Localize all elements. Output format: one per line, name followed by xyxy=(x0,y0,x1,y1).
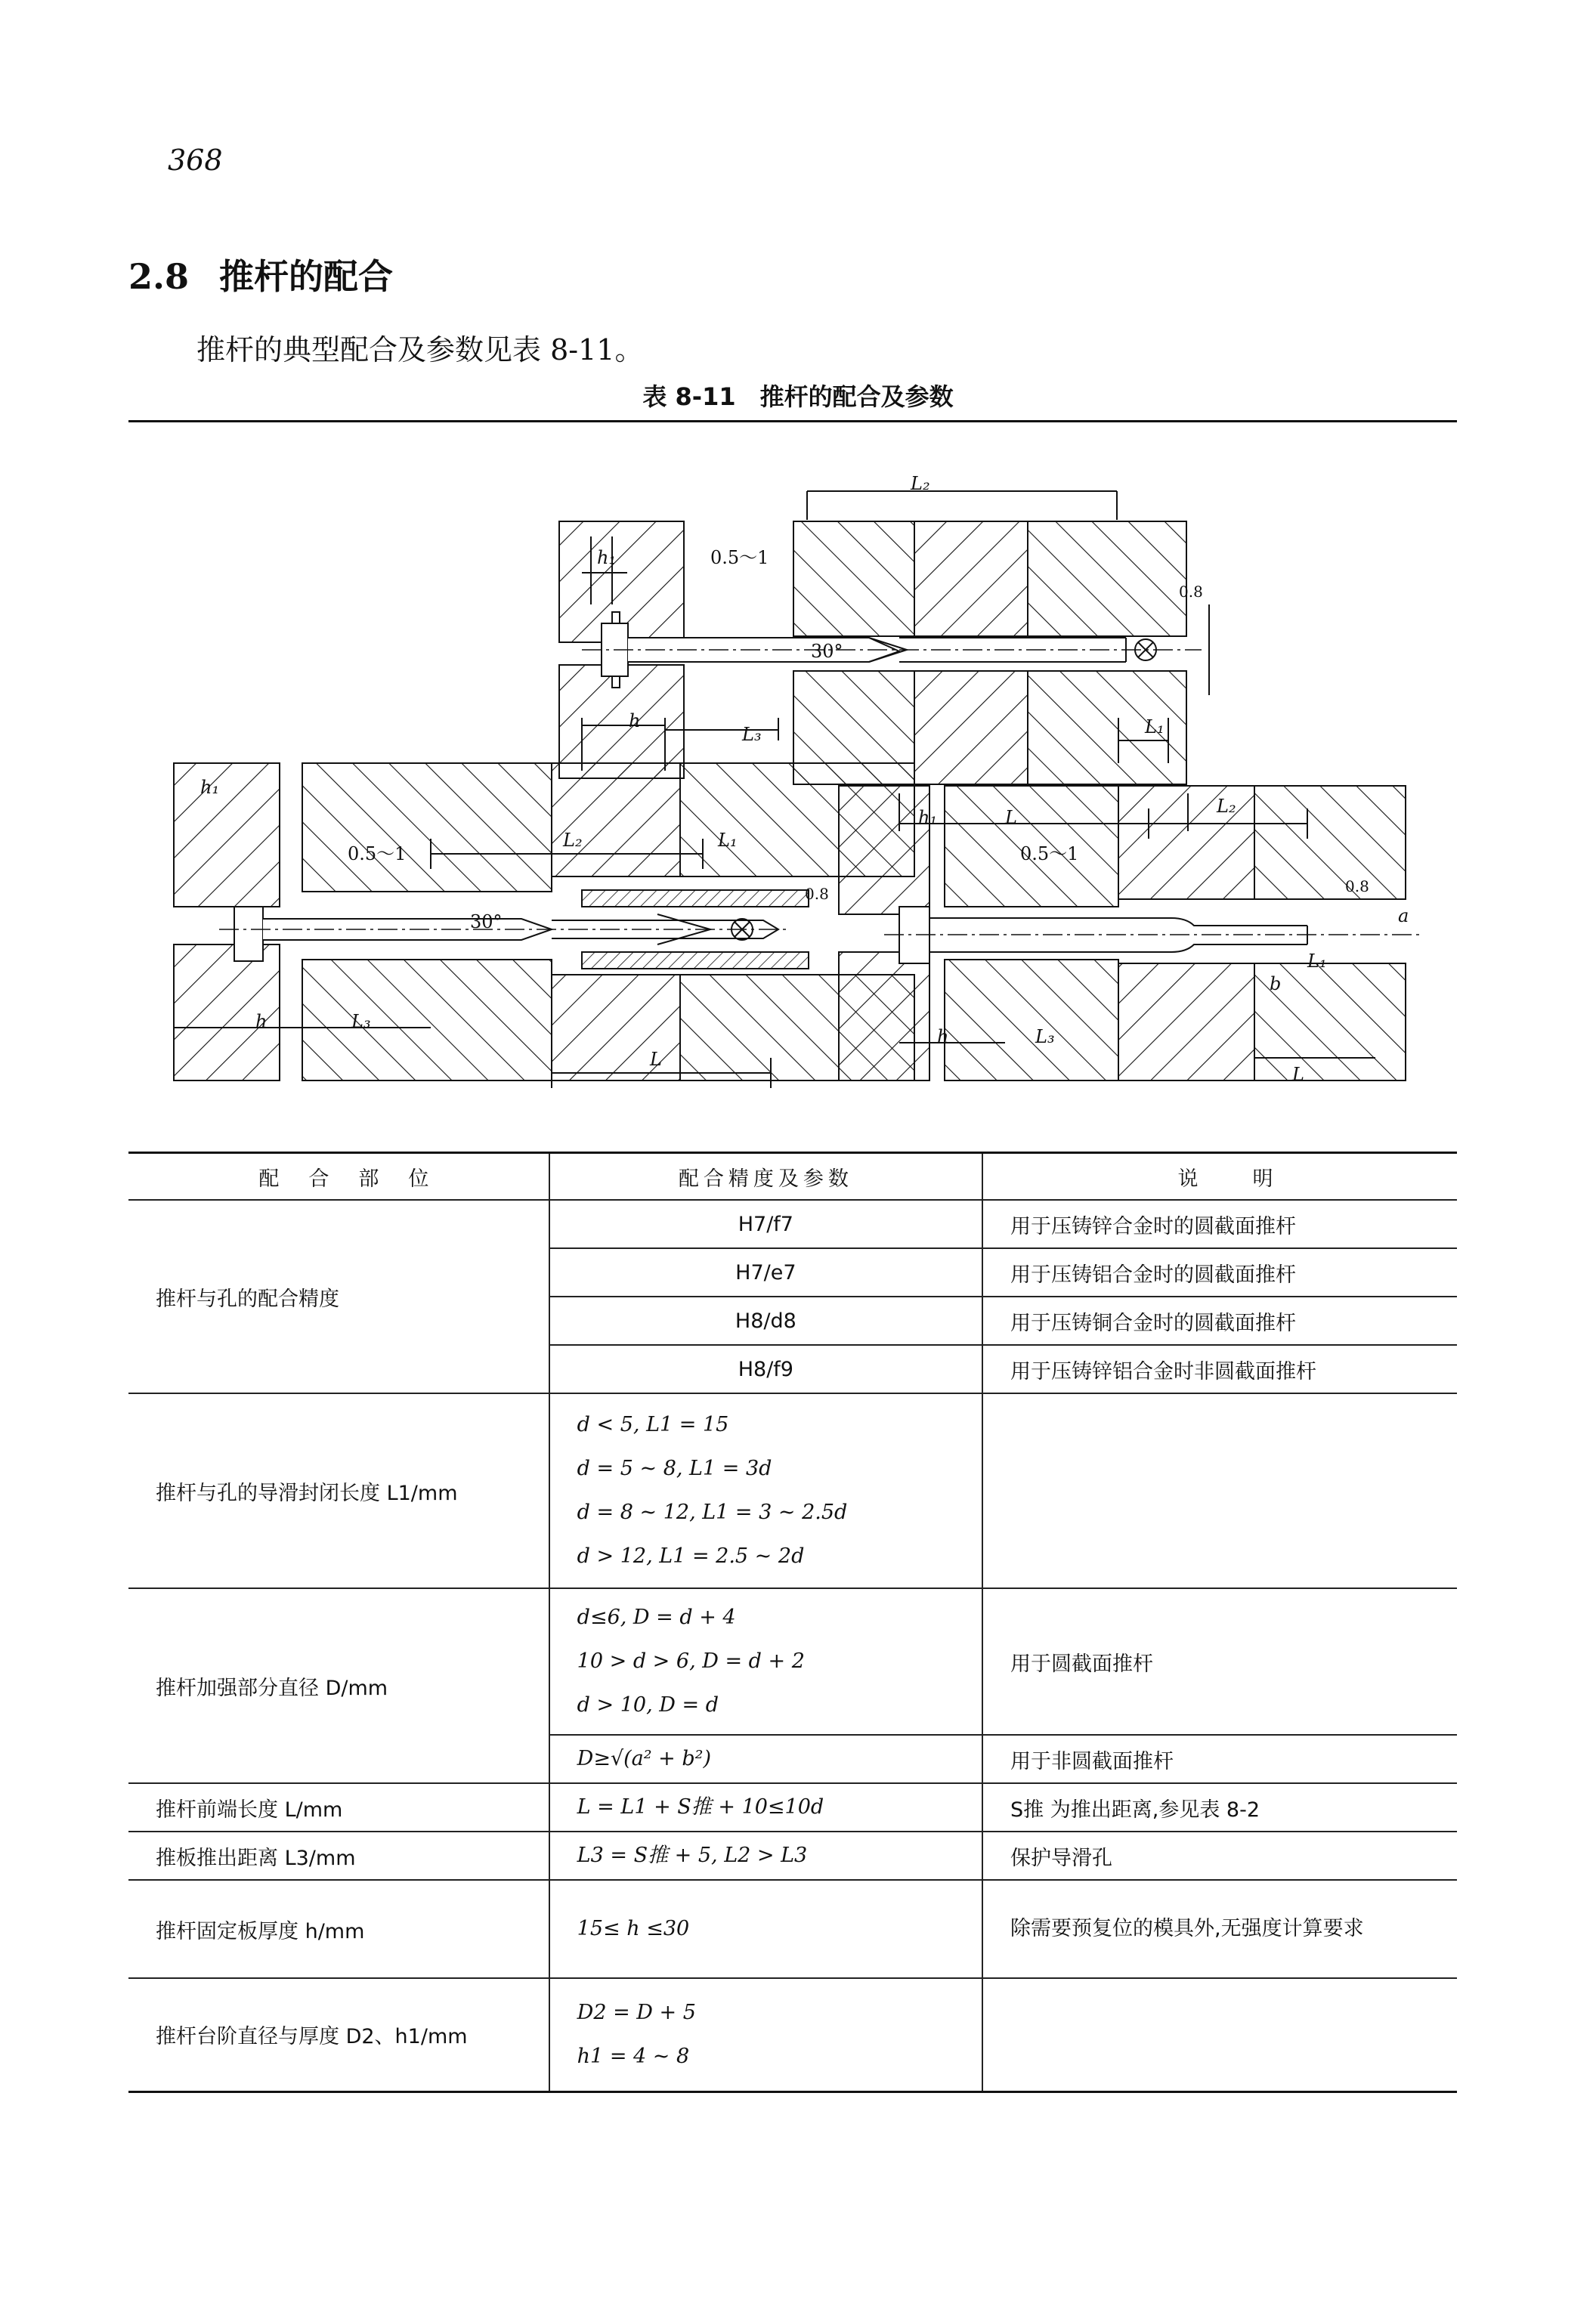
svg-text:30°: 30° xyxy=(811,641,843,662)
svg-text:L: L xyxy=(650,1049,662,1070)
cell-note xyxy=(982,1393,1457,1588)
svg-text:h: h xyxy=(629,710,641,731)
svg-text:L₃: L₃ xyxy=(742,724,762,745)
cell-param xyxy=(549,1978,982,2091)
cell-part: 推杆与孔的导滑封闭长度 L1/mm xyxy=(128,1393,549,1588)
intro-paragraph: 推杆的典型配合及参数见表 8-11。 xyxy=(196,333,644,366)
svg-text:0.5～1: 0.5～1 xyxy=(710,547,769,568)
svg-text:0.5～1: 0.5～1 xyxy=(1020,843,1079,864)
header-note: 说 明 xyxy=(982,1153,1457,1201)
cell-note: 除需要预复位的模具外,无强度计算要求 xyxy=(982,1880,1457,1978)
page-number: 368 xyxy=(168,144,223,177)
svg-text:L₃: L₃ xyxy=(1035,1026,1055,1047)
cell-param xyxy=(549,1393,982,1588)
table-row xyxy=(128,1978,1457,2091)
svg-text:0.8: 0.8 xyxy=(1179,583,1203,601)
header-part: 配 合 部 位 xyxy=(128,1153,549,1201)
svg-text:L₁: L₁ xyxy=(1307,951,1327,972)
cell-param: L3 = S推 + 5, L2 > L3 xyxy=(549,1832,982,1880)
cell-note: 用于非圆截面推杆 xyxy=(982,1735,1457,1783)
table-row xyxy=(128,1393,1457,1588)
ejector-pin-figure xyxy=(128,431,1457,1111)
cell-param: L = L1 + S推 + 10≤10d xyxy=(549,1783,982,1832)
cell-part: 推杆与孔的配合精度 xyxy=(128,1200,549,1393)
table-header-row xyxy=(128,1153,1457,1201)
drawing-left xyxy=(174,763,914,1088)
cell-part: 推板推出距离 L3/mm xyxy=(128,1832,549,1880)
section-number: 2.8 xyxy=(128,256,190,297)
table-row xyxy=(128,1880,1457,1978)
cell-note: S推 为推出距离,参见表 8-2 xyxy=(982,1783,1457,1832)
cell-note xyxy=(982,1978,1457,2091)
svg-text:L₂: L₂ xyxy=(563,830,583,851)
cell-param: D≥√(a² + b²) xyxy=(549,1735,982,1783)
cell-param: H7/f7 xyxy=(549,1200,982,1248)
svg-text:L₂: L₂ xyxy=(1217,796,1236,817)
table-row xyxy=(128,1832,1457,1880)
param-line: 10 > d > 6, D = d + 2 xyxy=(577,1649,805,1673)
cell-part: 推杆固定板厚度 h/mm xyxy=(128,1880,549,1978)
cell-param: H8/d8 xyxy=(549,1297,982,1345)
cell-note: 用于压铸锌铝合金时非圆截面推杆 xyxy=(982,1345,1457,1393)
svg-text:h₁: h₁ xyxy=(200,777,220,798)
svg-text:L₃: L₃ xyxy=(351,1011,371,1032)
param-line: d = 5 ~ 8, L1 = 3d xyxy=(577,1457,772,1480)
cell-note: 用于压铸铜合金时的圆截面推杆 xyxy=(982,1297,1457,1345)
cell-note: 用于压铸铝合金时的圆截面推杆 xyxy=(982,1248,1457,1297)
section-title: 推杆的配合 xyxy=(219,256,394,297)
cell-param xyxy=(549,1588,982,1735)
param-line: d < 5, L1 = 15 xyxy=(577,1413,729,1436)
cell-param: H8/f9 xyxy=(549,1345,982,1393)
drawing-right xyxy=(839,786,1421,1085)
params-table xyxy=(128,1152,1457,2093)
svg-text:h: h xyxy=(937,1026,949,1047)
param-line: d > 10, D = d xyxy=(577,1693,719,1717)
svg-text:L₁: L₁ xyxy=(718,830,738,851)
svg-text:h₁: h₁ xyxy=(918,807,938,828)
cell-note: 用于圆截面推杆 xyxy=(982,1588,1457,1735)
table-row xyxy=(128,1200,1457,1248)
svg-text:b: b xyxy=(1270,973,1282,994)
cell-part: 推杆加强部分直径 D/mm xyxy=(128,1588,549,1783)
header-param: 配合精度及参数 xyxy=(549,1153,982,1201)
cell-param: 15≤ h ≤30 xyxy=(549,1880,982,1978)
svg-text:L: L xyxy=(1292,1064,1304,1085)
cell-part: 推杆台阶直径与厚度 D2、h1/mm xyxy=(128,1978,549,2091)
svg-text:a: a xyxy=(1398,905,1409,926)
param-line: D2 = D + 5 xyxy=(577,2000,696,2024)
svg-text:L₁: L₁ xyxy=(1145,716,1165,737)
cell-part: 推杆前端长度 L/mm xyxy=(128,1783,549,1832)
param-line: d = 8 ~ 12, L1 = 3 ~ 2.5d xyxy=(577,1501,848,1524)
param-line: h1 = 4 ~ 8 xyxy=(577,2044,690,2068)
svg-text:0.5～1: 0.5～1 xyxy=(348,843,407,864)
section-heading xyxy=(128,249,393,299)
table-caption: 表 8-11 推杆的配合及参数 xyxy=(642,382,954,411)
param-line: d > 12, L1 = 2.5 ~ 2d xyxy=(577,1544,805,1568)
svg-text:h: h xyxy=(255,1011,268,1032)
top-rule xyxy=(128,420,1457,422)
svg-text:30°: 30° xyxy=(470,911,503,932)
svg-text:0.8: 0.8 xyxy=(805,885,829,903)
label-L2-top: L₂ xyxy=(911,473,930,494)
svg-text:0.8: 0.8 xyxy=(1345,877,1369,895)
cell-note: 用于压铸锌合金时的圆截面推杆 xyxy=(982,1200,1457,1248)
cell-param: H7/e7 xyxy=(549,1248,982,1297)
param-line: d≤6, D = d + 4 xyxy=(577,1606,736,1629)
svg-text:h₁: h₁ xyxy=(597,547,617,568)
cell-note: 保护导滑孔 xyxy=(982,1832,1457,1880)
table-row xyxy=(128,1783,1457,1832)
table-row xyxy=(128,1588,1457,1735)
